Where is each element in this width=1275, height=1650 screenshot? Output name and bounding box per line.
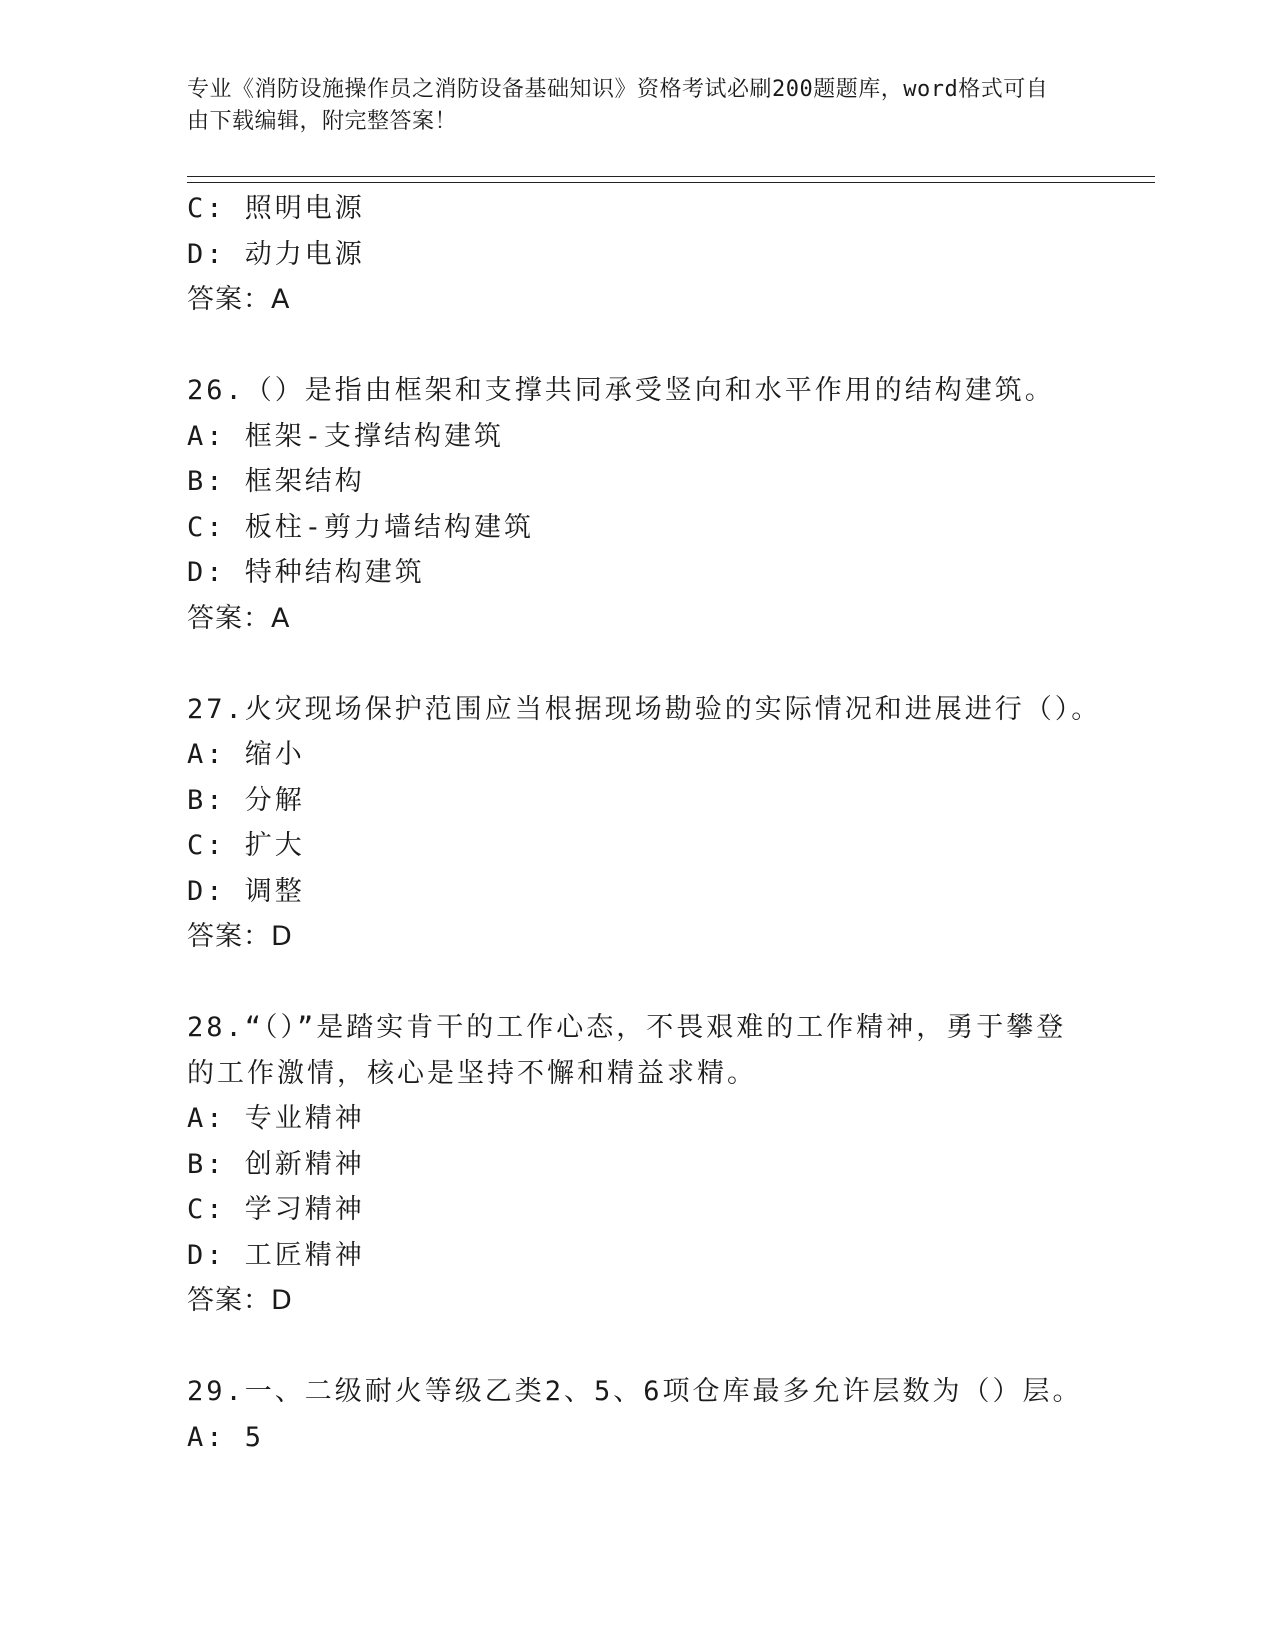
question-25-tail [187,186,1087,323]
option-d: D: 特种结构建筑 [187,557,425,588]
question-26 [187,368,1087,641]
option-c: C: 扩大 [187,830,305,861]
answer-value: D [271,921,292,952]
option-c: C: 学习精神 [187,1194,365,1225]
option-a: A: 框架-支撑结构建筑 [187,420,505,452]
answer-line [187,1278,1087,1324]
answer-line [187,596,1087,642]
document-header: 专业《消防设施操作员之消防设备基础知识》资格考试必刷200题题库，word格式可自由下载编辑，附完整答案！ [187,77,1049,134]
question-27 [187,687,1102,960]
question-stem: 26.（）是指由框架和支撑共同承受竖向和水平作用的结构建筑。 [187,375,1055,406]
answer-label: 答案： [187,1285,271,1316]
answer-label: 答案： [187,921,271,952]
header-rule-bottom [187,182,1155,183]
answer-value: A [271,602,290,634]
option-d: D: 工匠精神 [187,1239,365,1271]
question-stem-line-2: 的工作激情，核心是坚持不懈和精益求精。 [187,1057,757,1089]
question-stem: 29.一、二级耐火等级乙类2、5、6项仓库最多允许层数为（）层。 [187,1376,1083,1407]
header-rule-top [187,176,1155,177]
spacer [187,641,1087,687]
answer-value: D [271,1285,292,1316]
answer-label: 答案： [187,284,271,315]
option-d: D: 调整 [187,875,305,907]
option-a: A: 5 [187,1421,265,1453]
answer-line [187,914,1087,960]
option-d: D: 动力电源 [187,238,365,270]
option-b: B: 分解 [187,784,305,816]
question-28 [187,1005,1087,1324]
question-list [187,186,1102,1460]
option-a: A: 专业精神 [187,1103,365,1134]
question-29 [187,1369,1087,1460]
option-c: C: 照明电源 [187,193,365,224]
answer-value: A [271,284,290,315]
question-stem-line-1: 28.“（）”是踏实肯干的工作心态，不畏艰难的工作精神，勇于攀登 [187,1012,1067,1043]
option-a: A: 缩小 [187,739,305,770]
spacer [187,1324,1087,1370]
answer-label: 答案： [187,602,271,634]
question-stem: 27.火灾现场保护范围应当根据现场勘验的实际情况和进展进行（）。 [187,693,1102,725]
answer-line [187,277,1087,323]
option-c: C: 板柱-剪力墙结构建筑 [187,511,535,543]
option-b: B: 框架结构 [187,466,365,497]
spacer [187,323,1087,369]
spacer [187,960,1087,1006]
option-b: B: 创新精神 [187,1148,365,1180]
